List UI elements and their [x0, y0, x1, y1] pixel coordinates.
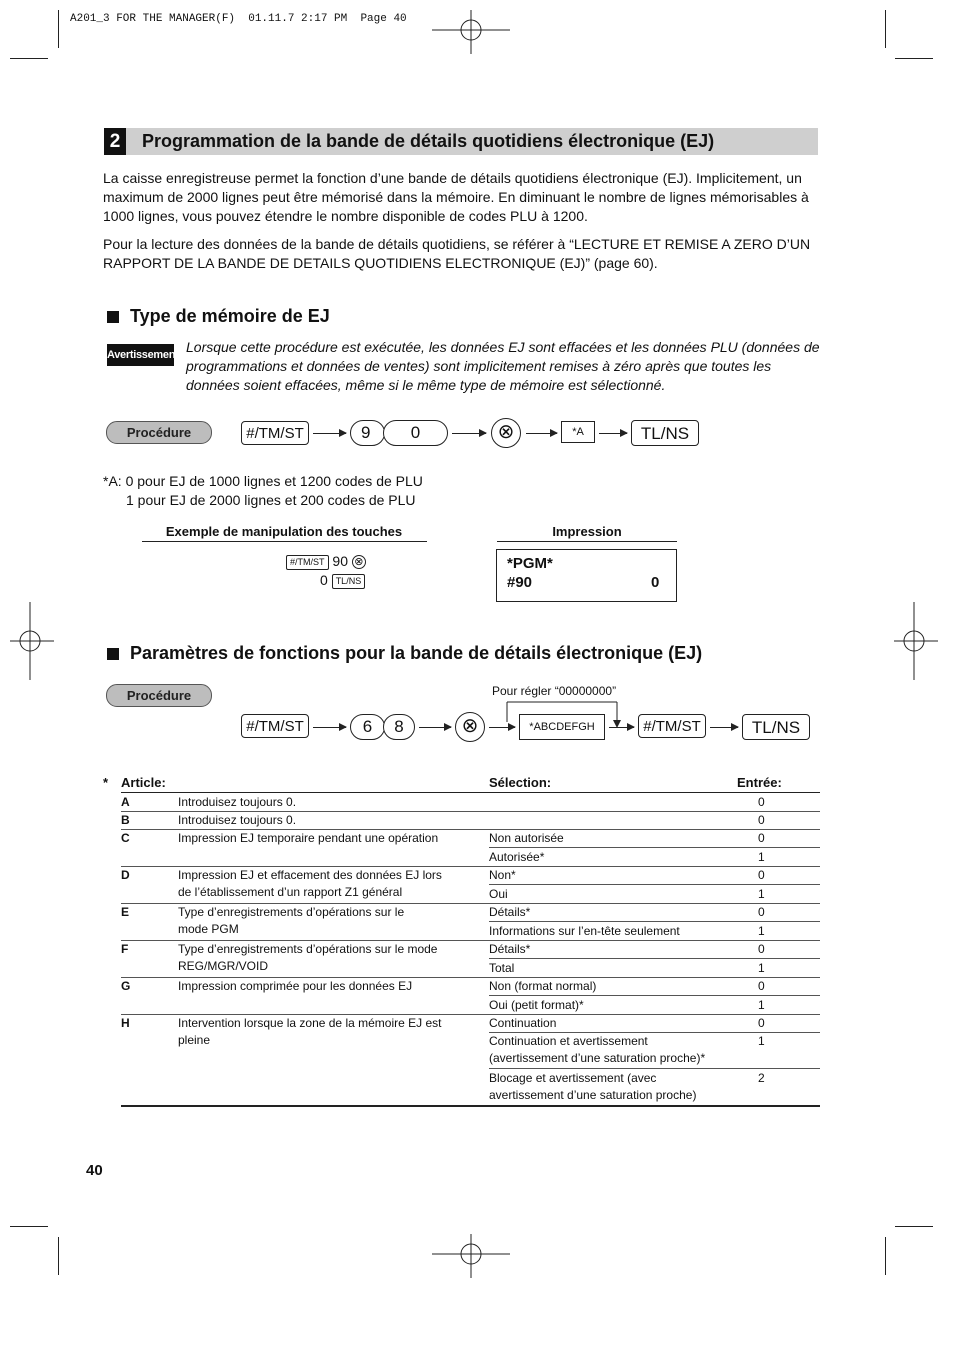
- row-desc: REG/MGR/VOID: [178, 959, 269, 973]
- params-heading: Paramètres de fonctions pour la bande de détails électronique (EJ): [130, 643, 703, 663]
- memory-heading: Type de mémoire de EJ: [130, 306, 330, 326]
- value-a-box: *A: [561, 421, 595, 443]
- flow-arrow: [452, 433, 486, 434]
- row-entry: 0: [758, 979, 765, 993]
- table-rule: [489, 847, 820, 848]
- table-rule: [489, 995, 820, 996]
- row-entry: 0: [758, 868, 765, 882]
- row-entry: 2: [758, 1071, 765, 1085]
- table-rule: [489, 921, 820, 922]
- row-letter: G: [121, 979, 131, 993]
- heading-square-icon: [107, 311, 119, 323]
- example-value: 90: [332, 553, 348, 569]
- row-desc: pleine: [178, 1033, 211, 1047]
- note-a: *A: 0 pour EJ de 1000 lignes et 1200 codes de PLU: [103, 473, 423, 489]
- row-entry: 0: [758, 831, 765, 845]
- row-selection: Non*: [489, 868, 516, 882]
- row-desc: Intervention lorsque la zone de la mémoire EJ est: [178, 1016, 442, 1030]
- row-entry: 0: [758, 942, 765, 956]
- crop-mark: [895, 1226, 933, 1227]
- row-letter: E: [121, 905, 130, 919]
- receipt-line: #90: [507, 574, 533, 591]
- row-selection: Blocage et avertissement (avec: [489, 1071, 657, 1085]
- row-selection: Détails*: [489, 905, 531, 919]
- warning-text: Lorsque cette procédure est exécutée, les données EJ sont effacées et les données PLU (données de programmations et données de ventes) sont implicitement remises à zéro après que toutes les données soient effacées, même si le même type de mémoire est sélectionné.: [186, 339, 820, 393]
- row-entry: 0: [758, 795, 765, 809]
- flow-arrow: [710, 727, 738, 728]
- row-entry: 1: [758, 924, 765, 938]
- procedure-label: Procédure: [106, 684, 212, 707]
- receipt-line: 0: [651, 574, 660, 591]
- crop-mark: [885, 10, 886, 48]
- row-entry: 1: [758, 1034, 765, 1048]
- flow-arrow: [526, 433, 557, 434]
- intro-paragraph: Pour la lecture des données de la bande de détails quotidiens, se référer à “LECTURE ET REMISE A ZERO D’UN RAPPORT DE LA BANDE DE DETAILS QUOTIDIENS ELECTRONIQUE (EJ)” (page 60).: [103, 236, 811, 271]
- row-desc: Impression EJ temporaire pendant une opération: [178, 831, 439, 845]
- registration-mark: [432, 8, 512, 58]
- row-desc: mode PGM: [178, 922, 239, 936]
- section-title: Programmation de la bande de détails quotidiens électronique (EJ): [142, 131, 715, 151]
- crop-mark: [885, 1237, 886, 1275]
- row-selection: Informations sur l’en-tête seulement: [489, 924, 680, 938]
- key-9: 9: [350, 420, 385, 446]
- column-header-selection: Sélection:: [489, 775, 552, 790]
- row-letter: B: [121, 813, 130, 827]
- table-rule: [121, 1105, 820, 1107]
- row-desc: de l’établissement d’un rapport Z1 général: [178, 885, 403, 899]
- row-desc: Introduisez toujours 0.: [178, 795, 297, 809]
- row-selection: avertissement d’une saturation proche): [489, 1088, 697, 1102]
- section-number: 2: [104, 128, 126, 155]
- tl-ns-key: TL/NS: [631, 420, 699, 446]
- tm-st-key: #/TM/ST: [241, 714, 309, 738]
- example-line-1: [286, 553, 366, 570]
- value-abcdefgh-box: *ABCDEFGH: [519, 714, 605, 740]
- row-desc: Type d’enregistrements d’opérations sur le: [178, 905, 405, 919]
- key-8: 8: [383, 714, 415, 740]
- multiply-key-mini: ⊗: [352, 555, 366, 569]
- divider: [497, 541, 677, 542]
- flow-arrow: [609, 727, 634, 728]
- key-6: 6: [350, 714, 385, 740]
- registration-mark: [432, 1232, 512, 1282]
- crop-mark: [895, 58, 933, 59]
- multiply-key: ⊗: [491, 418, 521, 448]
- table-rule: [489, 1068, 820, 1069]
- key-0: 0: [383, 420, 448, 446]
- table-rule: [121, 792, 820, 793]
- multiply-key: ⊗: [455, 712, 485, 742]
- flow-arrow: [313, 433, 346, 434]
- example-heading: Exemple de manipulation des touches: [165, 524, 403, 539]
- row-letter: D: [121, 868, 130, 882]
- column-header-article: Article:: [121, 775, 166, 790]
- page-number: 40: [86, 1162, 103, 1179]
- crop-mark: [10, 58, 48, 59]
- print-heading: Impression: [552, 524, 622, 539]
- row-desc: Impression EJ et effacement des données EJ lors: [178, 868, 442, 882]
- table-rule: [489, 958, 820, 959]
- row-entry: 0: [758, 813, 765, 827]
- row-selection: Détails*: [489, 942, 531, 956]
- tm-st-key: #/TM/ST: [638, 714, 706, 738]
- row-letter: F: [121, 942, 129, 956]
- flow-arrow: [599, 433, 627, 434]
- row-selection: Continuation et avertissement: [489, 1034, 648, 1048]
- row-selection: (avertissement d’une saturation proche)*: [489, 1051, 706, 1065]
- tl-ns-key-mini: TL/NS: [332, 574, 366, 589]
- row-letter: C: [121, 831, 130, 845]
- crop-mark: [10, 1226, 48, 1227]
- row-entry: 1: [758, 961, 765, 975]
- intro-paragraph: La caisse enregistreuse permet la fonction d’une bande de détails quotidiens électronique (EJ). Implicitement, un maximum de 2000 lignes peut être mémorisé dans la mémoire. En diminuant le nombre de lignes mémorisables à 1000 lignes, vous pouvez étendre le nombre disponible de codes PLU à 1200.: [103, 170, 809, 224]
- row-desc: Introduisez toujours 0.: [178, 813, 297, 827]
- procedure-label: Procédure: [106, 421, 212, 444]
- receipt-line: *PGM*: [507, 555, 553, 572]
- row-selection: Non (format normal): [489, 979, 597, 993]
- tm-st-key-mini: #/TM/ST: [286, 555, 329, 570]
- receipt-box: [496, 549, 677, 602]
- crop-mark: [58, 10, 59, 48]
- row-selection: Non autorisée: [489, 831, 564, 845]
- print-header: A201_3 FOR THE MANAGER(F) 01.11.7 2:17 PM Page 40: [70, 13, 407, 25]
- row-entry: 1: [758, 887, 765, 901]
- registration-mark: [8, 602, 58, 682]
- set-note: Pour régler “00000000”: [492, 684, 617, 698]
- table-rule: [489, 884, 820, 885]
- row-entry: 1: [758, 998, 765, 1012]
- row-letter: A: [121, 795, 130, 809]
- flow-arrow: [419, 727, 451, 728]
- row-selection: Continuation: [489, 1016, 557, 1030]
- row-desc: Impression comprimée pour les données EJ: [178, 979, 413, 993]
- note-a: 1 pour EJ de 2000 lignes et 200 codes de PLU: [126, 492, 416, 508]
- row-entry: 0: [758, 905, 765, 919]
- row-entry: 0: [758, 1016, 765, 1030]
- row-selection: Autorisée*: [489, 850, 545, 864]
- table-star: *: [103, 775, 109, 790]
- flow-arrow: [489, 727, 515, 728]
- warning-badge: Avertissement: [107, 344, 174, 366]
- example-value: 0: [320, 572, 328, 588]
- row-selection: Oui (petit format)*: [489, 998, 584, 1012]
- divider: [142, 541, 427, 542]
- row-letter: H: [121, 1016, 130, 1030]
- tm-st-key: #/TM/ST: [241, 421, 309, 445]
- example-line-2: [320, 572, 365, 589]
- crop-mark: [58, 1237, 59, 1275]
- row-desc: Type d’enregistrements d’opérations sur le mode: [178, 942, 438, 956]
- heading-square-icon: [107, 648, 119, 660]
- flow-arrow: [313, 727, 346, 728]
- column-header-entry: Entrée:: [737, 775, 782, 790]
- row-selection: Total: [489, 961, 515, 975]
- row-selection: Oui: [489, 887, 508, 901]
- row-entry: 1: [758, 850, 765, 864]
- tl-ns-key: TL/NS: [742, 714, 810, 740]
- registration-mark: [892, 602, 942, 682]
